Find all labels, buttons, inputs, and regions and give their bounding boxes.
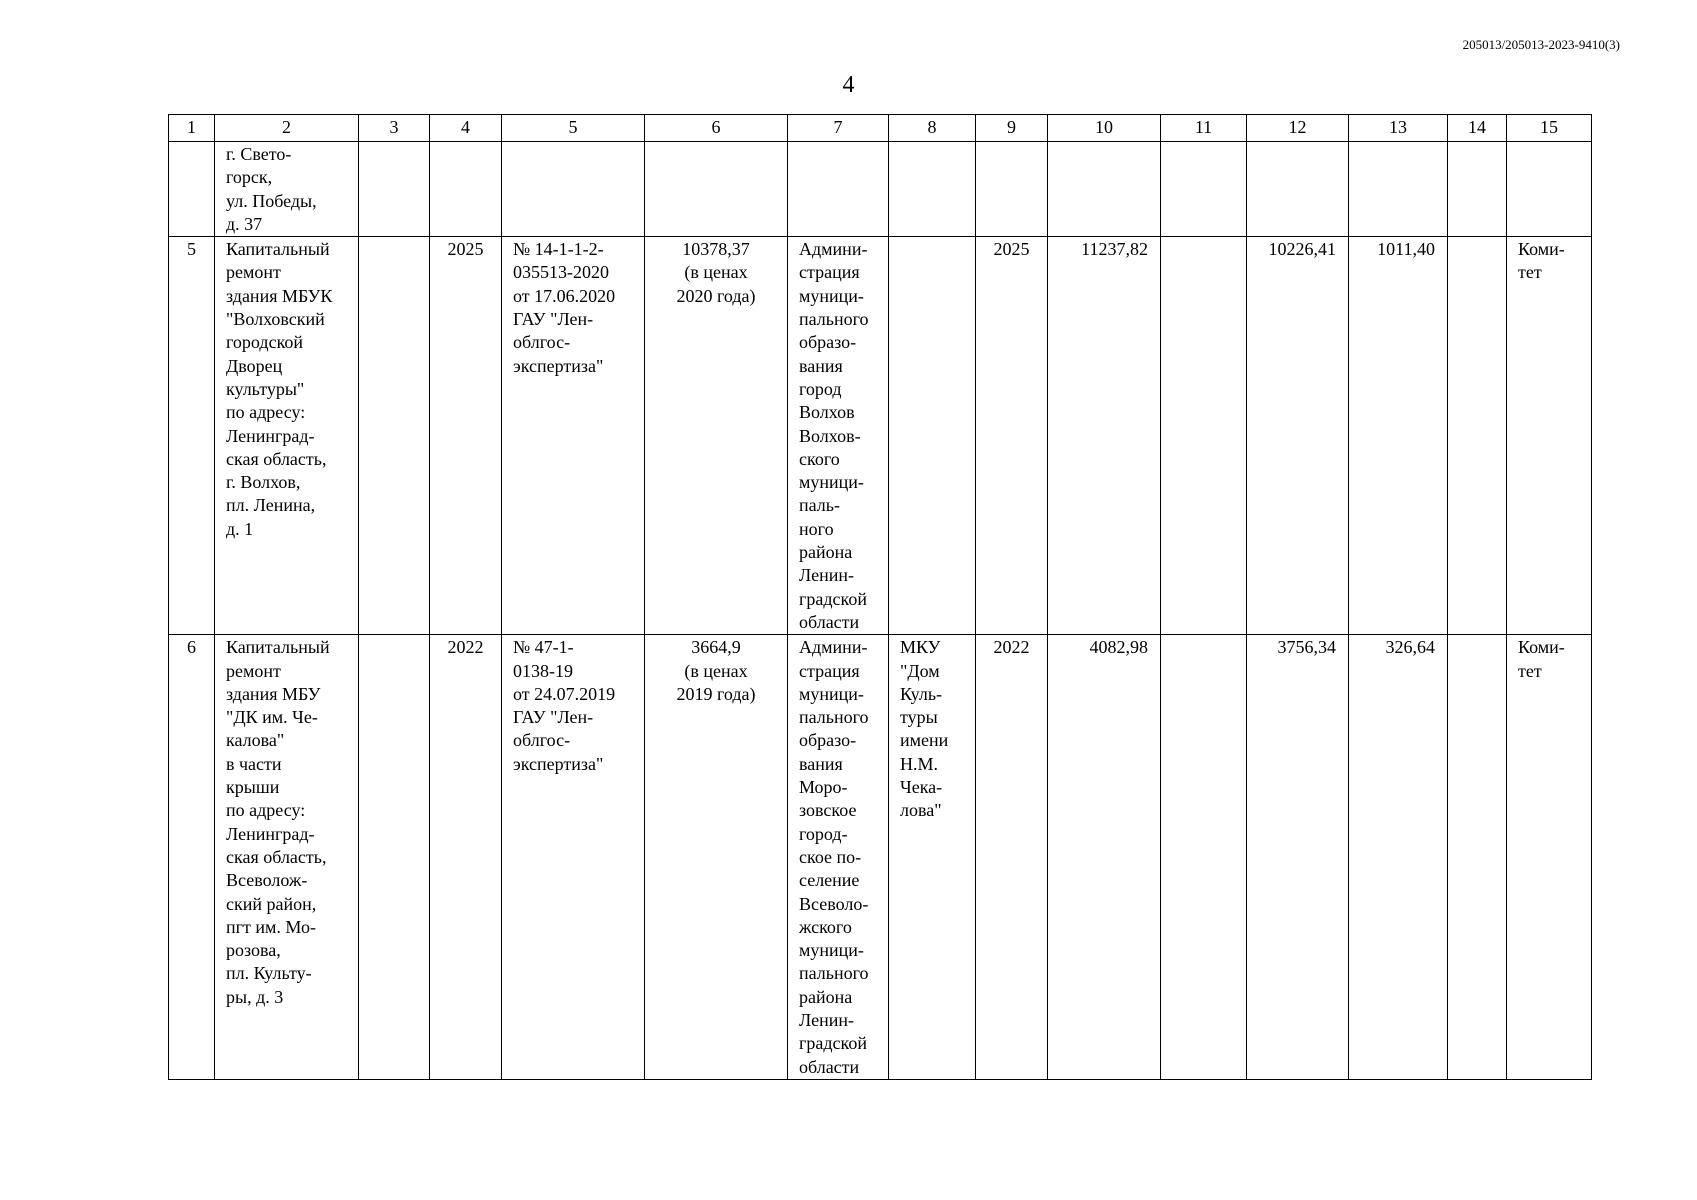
page-number: 4 <box>842 72 855 98</box>
regional-amount: 10226,41 <box>1268 239 1336 260</box>
local-amount: 326,64 <box>1385 637 1435 658</box>
cost-estimate: 3664,9 (в ценах 2019 года) <box>676 637 756 704</box>
object-name: г. Свето- горск, ул. Победы, д. 37 <box>226 144 317 234</box>
year-end: 2025 <box>993 239 1030 260</box>
cell-col3 <box>359 635 429 636</box>
column-header: 12 <box>1247 115 1349 142</box>
local-amount: 1011,40 <box>1377 239 1435 260</box>
regional-amount <box>1247 142 1348 143</box>
object-name: Капитальный ремонт здания МБУК "Волховский городской Дворец культуры" по адресу: Ленинград- ская область, г. Волхов, пл. Ленина, д. 1 <box>226 239 333 539</box>
column-header: 5 <box>502 115 645 142</box>
institution: МКУ "Дом Куль- туры имени Н.М. Чека- лова" <box>900 637 949 821</box>
column-header: 4 <box>430 115 502 142</box>
expertise: № 47-1- 0138-19 от 24.07.2019 ГАУ "Лен- облгос- экспертиза" <box>513 637 616 774</box>
cell-col14 <box>1448 142 1506 143</box>
document-id: 205013/205013-2023-9410(3) <box>1462 37 1620 52</box>
expertise <box>502 142 644 143</box>
committee: Коми- тет <box>1518 637 1565 681</box>
column-header: 11 <box>1161 115 1247 142</box>
column-header: 6 <box>645 115 788 142</box>
column-header: 15 <box>1507 115 1592 142</box>
year-end <box>976 142 1047 143</box>
cell-col14 <box>1448 635 1506 636</box>
cell-col3 <box>359 142 429 143</box>
column-header: 13 <box>1349 115 1448 142</box>
column-header: 3 <box>359 115 430 142</box>
data-table <box>168 114 1592 1080</box>
table-row <box>169 237 1592 635</box>
cell-col11 <box>1161 237 1246 238</box>
total-amount: 11237,82 <box>1081 239 1148 260</box>
row-number: 6 <box>187 637 196 658</box>
committee <box>1507 142 1591 143</box>
header-row <box>169 115 1592 142</box>
table-row <box>169 635 1592 1080</box>
object-name: Капитальный ремонт здания МБУ "ДК им. Че- калова" в части крыши по адресу: Ленинград- ская область, Всеволож- ский район, пгт им. Мо- розова, пл. Культу- ры, д. 3 <box>226 637 330 1007</box>
customer <box>788 142 888 143</box>
customer: Админи- страция муници- пального образо- вания Моро- зовское город- ское по- селение Всеволо- жского муници- пального района Ленин- градской области <box>799 637 869 1077</box>
row-number <box>169 142 214 143</box>
year-start: 2025 <box>447 239 484 260</box>
local-amount <box>1349 142 1447 143</box>
cell-col3 <box>359 237 429 238</box>
committee: Коми- тет <box>1518 239 1565 283</box>
table-row <box>169 142 1592 237</box>
expertise: № 14-1-1-2- 035513-2020 от 17.06.2020 ГАУ "Лен- облгос- экспертиза" <box>513 239 616 376</box>
institution <box>889 237 975 238</box>
cost-estimate <box>645 142 787 143</box>
column-header: 10 <box>1048 115 1161 142</box>
regional-amount: 3756,34 <box>1277 637 1336 658</box>
column-header: 14 <box>1448 115 1507 142</box>
institution <box>889 142 975 143</box>
year-end: 2022 <box>993 637 1030 658</box>
cell-col11 <box>1161 142 1246 143</box>
year-start <box>430 142 501 143</box>
total-amount: 4082,98 <box>1089 637 1148 658</box>
column-header: 1 <box>169 115 215 142</box>
column-header: 8 <box>889 115 976 142</box>
cost-estimate: 10378,37 (в ценах 2020 года) <box>676 239 756 306</box>
total-amount <box>1048 142 1160 143</box>
column-header: 2 <box>215 115 359 142</box>
cell-col14 <box>1448 237 1506 238</box>
cell-col11 <box>1161 635 1246 636</box>
column-header: 9 <box>976 115 1048 142</box>
customer: Админи- страция муници- пального образо- вания город Волхов Волхов- ского муници- паль- ного района Ленин- градской области <box>799 239 869 632</box>
column-header: 7 <box>788 115 889 142</box>
row-number: 5 <box>187 239 196 260</box>
year-start: 2022 <box>447 637 484 658</box>
